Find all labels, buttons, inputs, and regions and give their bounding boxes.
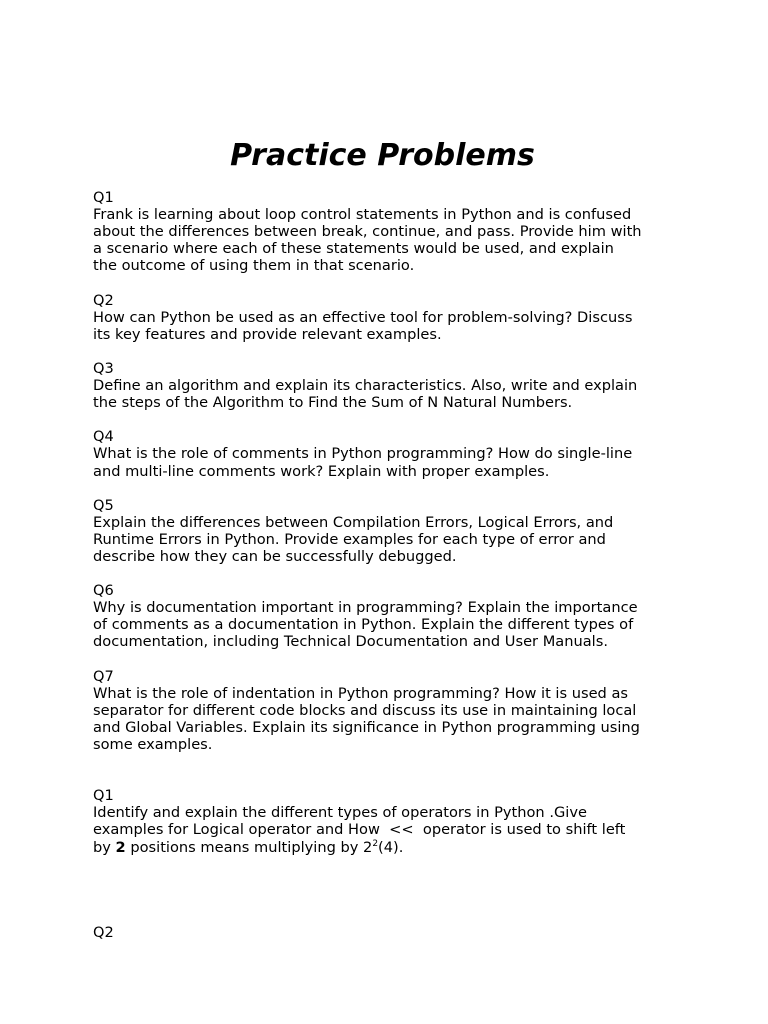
question-item-second-q2 [93,924,693,941]
question-text [93,599,693,650]
question-line: describe how they can be successfully debugged. [93,547,457,565]
question-line: What is the role of indentation in Python programming? How it is used as [93,684,629,702]
question-line: What is the role of comments in Python programming? How do single-line [93,445,633,463]
question-item-q1 [93,189,693,274]
question-line: Runtime Errors in Python. Provide examples for each type of error and [93,530,606,548]
question-item-q6 [93,582,693,650]
formula-exponent: 2 [372,838,379,849]
question-line: Why is documentation important in programming? Explain the importance [93,599,638,617]
question-line: documentation, including Technical Documentation and User Manuals. [93,633,608,651]
question-number: Q2 [93,291,114,309]
formula-text-post: (4). [378,838,404,856]
question-item-q7 [93,668,693,753]
question-line: some examples. [93,736,213,753]
question-line: the outcome of using them in that scenario. [93,257,415,275]
question-line: of comments as a documentation in Python. Explain the different types of [93,616,634,634]
formula-text-mid: positions means multiplying by 2 [125,838,373,856]
question-line-with-formula [93,839,693,856]
question-text [93,206,693,274]
question-line: a scenario where each of these statements would be used, and explain [93,240,614,258]
question-text [93,445,693,479]
question-text [93,377,693,411]
section-spacer [93,873,693,924]
page-title: Practice Problems [230,138,535,173]
question-text [93,804,693,855]
question-line: and multi-line comments work? Explain with proper examples. [93,462,550,480]
question-number: Q4 [93,428,114,446]
question-number: Q6 [93,582,114,600]
question-line: about the differences between break, continue, and pass. Provide him with [93,223,642,241]
question-line: Explain the differences between Compilation Errors, Logical Errors, and [93,513,614,531]
section-spacer [93,770,693,787]
question-line: Identify and explain the different types of operators in Python .Give [93,804,587,822]
question-number: Q5 [93,496,114,514]
question-line: its key features and provide relevant examples. [93,325,442,343]
question-number: Q2 [93,924,114,942]
question-item-q2 [93,292,693,343]
question-item-q4 [93,428,693,479]
question-number: Q1 [93,787,114,805]
question-line: separator for different code blocks and discuss its use in maintaining local [93,701,637,719]
question-line: Frank is learning about loop control statements in Python and is confused [93,206,632,224]
question-number: Q1 [93,189,114,206]
question-line: Define an algorithm and explain its characteristics. Also, write and explain [93,377,638,395]
question-line: the steps of the Algorithm to Find the Sum of N Natural Numbers. [93,394,573,412]
question-line: examples for Logical operator and How << operator is used to shift left [93,821,626,839]
question-text [93,309,693,343]
question-number: Q7 [93,667,114,685]
formula-text-pre: by [93,838,116,856]
formula-bold-number: 2 [115,838,126,856]
question-item-q5 [93,497,693,565]
question-item-second-q1 [93,787,693,855]
question-list [93,189,693,958]
question-text [93,685,693,753]
question-text [93,514,693,565]
question-line: How can Python be used as an effective tool for problem-solving? Discuss [93,308,633,326]
question-line: and Global Variables. Explain its significance in Python programming using [93,718,640,736]
question-number: Q3 [93,359,114,377]
question-item-q3 [93,360,693,411]
